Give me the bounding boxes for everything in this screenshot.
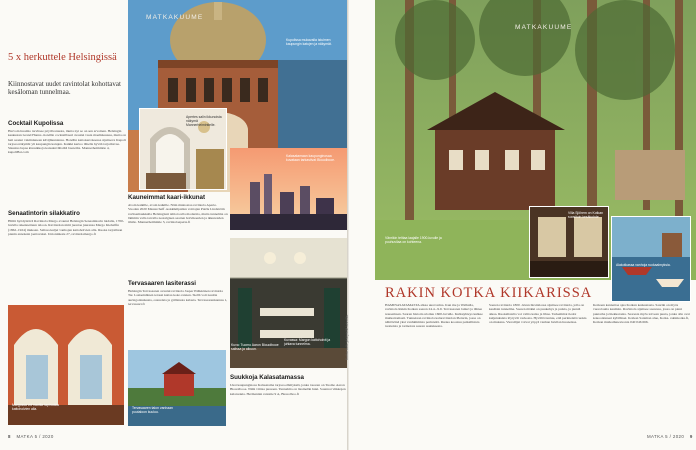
- vertical-caption: Kotka kulki yksityisillä laivoilla.: [345, 314, 349, 360]
- section-body: Avoin kaikille, avoin kaikille. Näin mainostaa ravintola Aperte. Vuoden 2020 Mastercheff -kokkikilpailun voittajan Patrik Lindström ravitsemaukkalla Helsingissä taltiota ulla modernia, mutta tunnelma on lämmin valla tarvalla nostalgisen saarten holvikaarien ja ikkunoiden tilalle. Mannerheimintie 3, ravintolaaperte.fi: [128, 203, 228, 225]
- page-number-value: 8: [8, 434, 11, 439]
- page-number: [647, 434, 693, 439]
- text-column: Saaren ravintola 1800 -luvun hirsitalossa sijaitsee ravintola, jolla on kesäisin tunnelma. Saaren mökki on puukehys ja puisia, ja pieniä aikaa. Ruokalistalta voi valita kalaa ja lihaa. Tarkemmat tiedot kuljetuksista löytyvät verkosta. Hyvältä tuntuu, että perinteisiä ruokia on mukana. Vierailijat voivat yöpyä vanhan huvilan huoneissa.: [489, 303, 587, 325]
- section-tag: MATKAKUUME: [146, 14, 204, 21]
- page-number: [8, 434, 54, 439]
- photo-caption: Kuva: Tuomo Aaron Biouolbooe salissa ja alkuun.: [231, 343, 279, 352]
- section-heading: Cocktail Kupolissa: [8, 120, 64, 127]
- text-column: Kotkaan kannattaa ajaa Kotkan keskustasta. Saariin on myös vuorolautta kesäisin. Ravintola sijaitsee saaressa, jossa on pieni puutarha ja hiekkaranta. Saaresta myös toiveen puuta, jonka alle ovat kokoontuneet kyläläiset. Kotkan Sataman alue, Kotka. rakinkotka.fi, Kotkan matkailuneuvonta 040 046 666.: [593, 303, 690, 325]
- margo-arches-photo: [8, 305, 124, 425]
- photo-caption: Kuvassa: Margon kattoholvit ja juhlava tunnelma.: [284, 338, 331, 347]
- right-page: [345, 0, 696, 450]
- section-heading: Suukkoja Kalasatamassa: [230, 374, 304, 381]
- photo-caption: Vänrikin telttaa laajalle 1900-luvulle ja puuhuvilaa on kohteena.: [385, 236, 442, 245]
- photo-caption: Villa Sjöhem on Kotkan suosituin kesäkohde.: [568, 211, 603, 220]
- photo-caption: Tervasaaren talon vanhaan puutaloon kuuluu.: [132, 406, 173, 415]
- inset-wood-photo: [529, 206, 609, 278]
- section-heading: Tervasaaren lasiterassi: [128, 280, 196, 287]
- text-column: HAMINASATAMASTA alkaa uusi tarina. Kun me ja Walhalla, ravintola Rakin Kotkan saaren 24.4.–9.9. Tervasaaren laituri ja lähtee nousemaan. Saaren historia ulottuu 1600-luvulle. Kulkuyhteys kulkee mutkattomasti. Tunnetaan ravintola kalaravintolan Pietarin, jossa on nähtävänä yksi vanhimmista perinteitä. Ruoka koostuu paikallisista tuotteista ja tarinoista saaren asutuksesta.: [385, 303, 483, 329]
- photo-caption: Kupolissa mukavalla istuimen kaupungin katujen ja näkymät.: [286, 38, 332, 47]
- city-photo: [230, 148, 347, 230]
- page-footer: MATKA 5 / 2020: [647, 434, 685, 439]
- section-heading: Senaatintorin silakkatiro: [8, 210, 80, 217]
- page-title: 5 x herkuttele Helsingissä: [8, 52, 117, 63]
- photo-caption: Margossa voi nauttia tapiruokia kattoholvien alla.: [12, 403, 59, 412]
- section-heading: Kauneimmat kaari-ikkunat: [128, 194, 206, 201]
- page-number-value: 9: [689, 434, 693, 439]
- lead-text: Kiinnostavat uudet ravintolat kohottavat kesäloman tunnelmaa.: [8, 80, 121, 96]
- section-tag: MATKAKUUME: [515, 24, 573, 31]
- article-title: RAKIN KOTKA KIIKARISSA: [385, 285, 593, 301]
- arch-interior-photo: [139, 108, 227, 190]
- section-body: Helsingin Tervasaaren avautui ravintola Jasper Pääkkönen ravintola Tar. Lasiseinäinen terassi kattaa koko rannan. Siellä voit nauttia auringonlaskusta, ostereista ja grillatusta kalasta. Tervasaarenkannas 1, tervasaari.fi: [128, 289, 228, 306]
- tervasaari-photo: [128, 350, 226, 426]
- photo-caption: Alakotkassa vanhoja ruokaalmyksia.: [616, 263, 671, 267]
- section-body: Harvoin huomio tarvitsee pöytävarausta, mutta nyt se on sen arvoinen. Helsingin keskustan Grand Hanna -hotellin cocktailbaari avautui vasta maaliskuussa, mutta on heti saanut vakiintuneen kävijäkuntansa. Hotellin kattokerroksessa sijaitseva Kupoli tarjoaa näkymät yli kaupungin katujen. Kaikki kertoo lähelle hyvää tarjoiltavaa. Sisustus lupaa klassikkoja kansainvälisiltä baareilta. Mannerheimintie 4, kupoliBar.com: [8, 129, 126, 155]
- page-footer: MATKA 5 / 2020: [16, 434, 54, 439]
- photo-caption: Kalasatamaan kaupunginosaa kuvataan tarkastivat Biouolbooe.: [286, 154, 336, 163]
- photo-caption: Apertes salin ikkunoista näkymä Mannerheimintielle.: [186, 115, 222, 128]
- section-body: Uusi kaupunginosa Kalasatama tarjoaa elämyksiä, jonka tasoren on Tuomo Aaron Biouolbooe. Nimi viittaa pussaan. Tunnelma on liesinelän haki. Sounnoi viikkojen kalaruokia. Hermannin rantatie 9 A, Biouolboo.fi: [230, 383, 346, 396]
- section-body: Hiiltä hyödyntävä Ravintola Margo avautui Helsingin Senaatintorin laidalle, 1700-luvulla rakennettuun taloon. Ravintolan nimi juontaa juurensa Margo Kiebelfin (1862–1924) mukaan. Salissa kuljet vanhojen kattoholvien alla. Ruoka tarjoillaan pienin annoksin jaettavaksi. Unioninkatu 27, ravintolamargo.fi: [8, 219, 125, 236]
- left-page: [0, 0, 347, 450]
